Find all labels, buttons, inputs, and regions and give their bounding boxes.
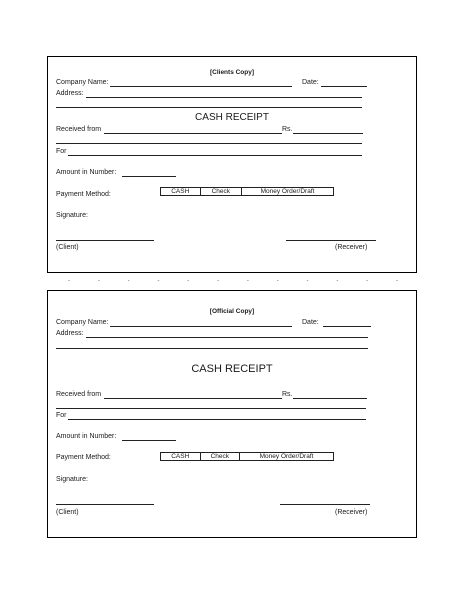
amount-field[interactable]: [122, 440, 176, 441]
received-from-field[interactable]: [104, 133, 282, 134]
payment-method-label: Payment Method:: [56, 191, 111, 198]
payment-option-cash[interactable]: CASH: [161, 453, 201, 460]
copy-label: [Clients Copy]: [209, 69, 255, 76]
payment-method-options: [160, 187, 334, 196]
rs-amount-field[interactable]: [293, 133, 363, 134]
payment-method-options: [160, 452, 334, 461]
client-label: (Client): [56, 244, 79, 251]
received-from-label: Received from: [56, 391, 102, 398]
payment-method-label: Payment Method:: [56, 454, 111, 461]
signature-label: Signature:: [56, 212, 88, 219]
rs-label: Rs.: [282, 126, 293, 133]
received-from-field[interactable]: [104, 398, 282, 399]
rs-label: Rs.: [282, 391, 293, 398]
date-field[interactable]: [321, 86, 367, 87]
client-label: (Client): [56, 509, 79, 516]
receiver-signature-line[interactable]: [280, 504, 370, 505]
company-name-field[interactable]: [110, 86, 292, 87]
amount-field[interactable]: [122, 176, 176, 177]
company-name-label: Company Name:: [56, 79, 109, 86]
amount-label: Amount in Number:: [56, 169, 117, 176]
address-label: Address:: [56, 330, 84, 337]
company-name-label: Company Name:: [56, 319, 109, 326]
date-label: Date:: [302, 319, 319, 326]
receipt-title: CASH RECEIPT: [195, 112, 269, 123]
receipt-title: CASH RECEIPT: [191, 363, 273, 375]
address-field-line-2[interactable]: [56, 348, 368, 349]
for-label: For: [56, 148, 67, 155]
payment-option-money-order[interactable]: Money Order/Draft: [260, 188, 315, 195]
date-label: Date:: [302, 79, 319, 86]
received-from-label: Received from: [56, 126, 102, 133]
receiver-label: (Receiver): [335, 509, 368, 516]
address-field-line-2[interactable]: [56, 107, 362, 108]
receiver-signature-line[interactable]: [286, 240, 376, 241]
client-signature-line[interactable]: [56, 504, 154, 505]
cut-line: - - - - - - - - - - - -: [68, 278, 398, 284]
receiver-label: (Receiver): [335, 244, 368, 251]
received-from-line-2[interactable]: [56, 408, 366, 409]
for-field[interactable]: [68, 419, 366, 420]
address-field[interactable]: [86, 337, 368, 338]
amount-label: Amount in Number:: [56, 433, 117, 440]
rs-amount-field[interactable]: [293, 398, 367, 399]
clients-copy-receipt: [47, 56, 417, 273]
received-from-line-2[interactable]: [56, 143, 362, 144]
copy-label: [Official Copy]: [209, 308, 255, 315]
address-field[interactable]: [86, 97, 362, 98]
signature-label: Signature:: [56, 476, 88, 483]
payment-option-check[interactable]: Check: [201, 188, 243, 195]
company-name-field[interactable]: [110, 326, 292, 327]
address-label: Address:: [56, 90, 84, 97]
payment-option-check[interactable]: Check: [201, 453, 241, 460]
official-copy-receipt: [47, 290, 417, 538]
for-field[interactable]: [68, 155, 362, 156]
for-label: For: [56, 412, 67, 419]
payment-option-money-order[interactable]: Money Order/Draft: [259, 453, 314, 460]
payment-option-cash[interactable]: CASH: [161, 188, 201, 195]
date-field[interactable]: [323, 326, 371, 327]
client-signature-line[interactable]: [56, 240, 154, 241]
